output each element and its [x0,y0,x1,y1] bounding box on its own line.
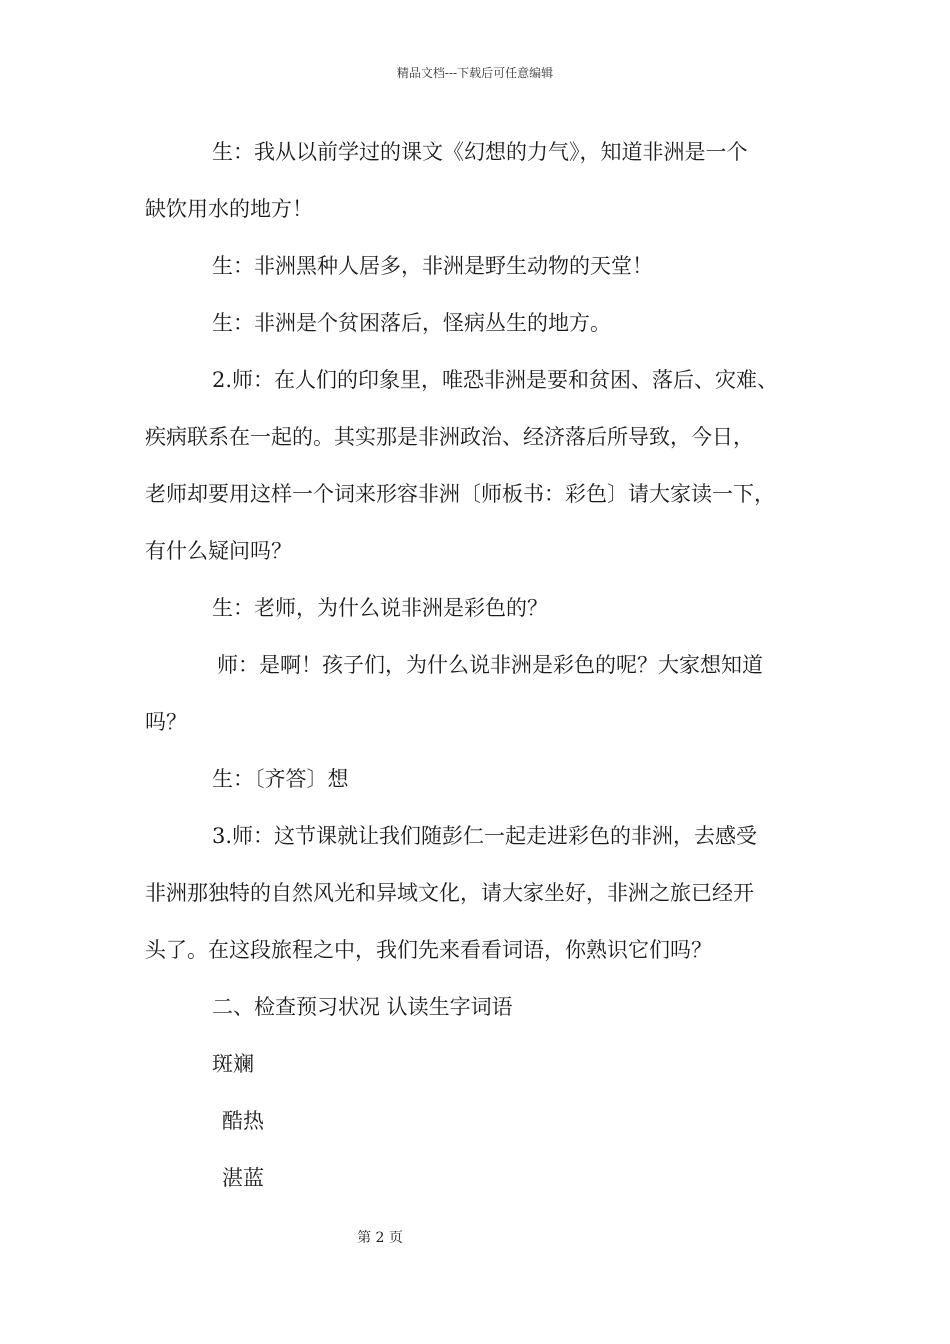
paragraph-line: 生：非洲是个贫困落后，怪病丛生的地方。 [212,311,611,335]
paragraph-line: 吗？ [145,710,187,734]
paragraph-line: 生：老师，为什么说非洲是彩色的？ [212,596,548,620]
section-heading: 二、检查预习状况 认读生字词语 [212,995,513,1019]
paragraph-line: 师：是啊！孩子们，为什么说非洲是彩色的呢？大家想知道 [217,653,763,677]
paragraph-line: 非洲那独特的自然风光和异域文化，请大家坐好，非洲之旅已经开 [145,881,754,905]
paragraph-line: 生：我从以前学过的课文《幻想的力气》，知道非洲是一个 [212,140,748,164]
paragraph-line: 生：非洲黑种人居多，非洲是野生动物的天堂！ [212,254,653,278]
paragraph-line: 有什么疑问吗？ [145,539,292,563]
vocab-word: 酷热 [222,1109,264,1133]
vocab-word: 湛蓝 [222,1166,264,1190]
paragraph-line: 头了。在这段旅程之中，我们先来看看词语，你熟识它们吗？ [145,938,712,962]
page-number: 第 2 页 [357,1230,403,1246]
page-header: 精品文档---下载后可任意编辑 [396,66,554,80]
paragraph-line: 3.师：这节课就让我们随彭仁一起走进彩色的非洲，去感受 [212,824,758,848]
paragraph-line: 2.师：在人们的印象里，唯恐非洲是要和贫困、落后、灾难、 [212,368,779,392]
vocab-word: 斑斓 [212,1052,254,1076]
paragraph-line: 缺饮用水的地方！ [145,197,313,221]
paragraph-line: 生：〔齐答〕想 [212,767,349,791]
paragraph-line: 老师却要用这样一个词来形容非洲〔师板书：彩色〕请大家读一下， [145,482,775,506]
paragraph-line: 疾病联系在一起的。其实那是非洲政治、经济落后所导致，今日， [145,425,754,449]
